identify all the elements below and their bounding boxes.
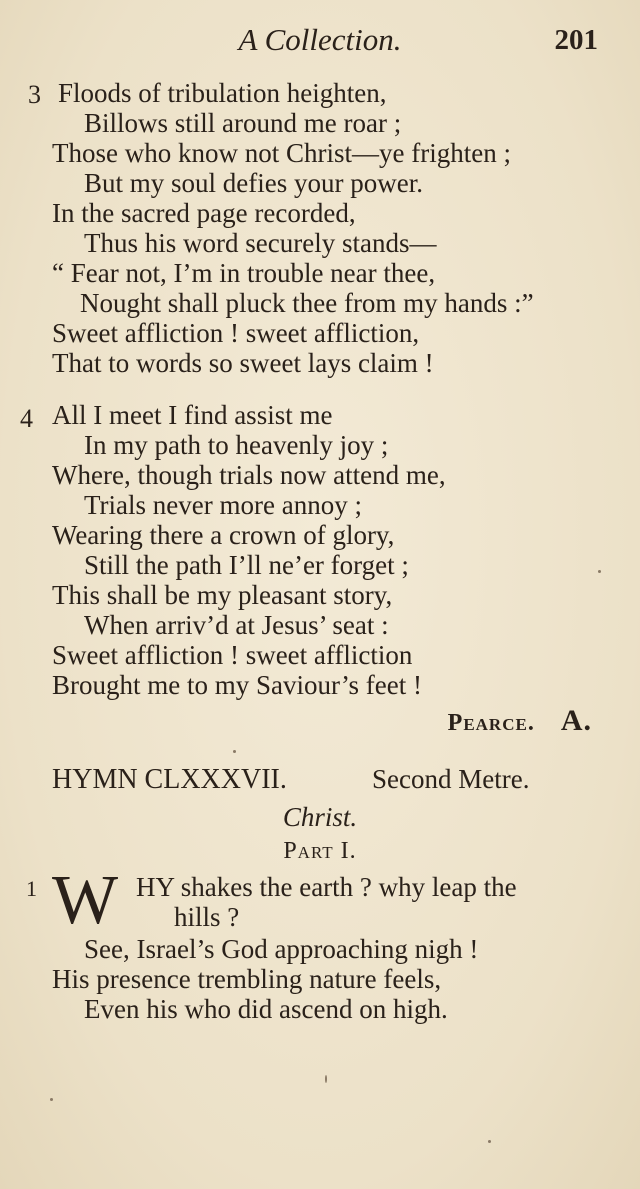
verse3-line-5: In the sacred page recorded, xyxy=(52,198,356,228)
paper-speck xyxy=(50,1098,53,1101)
verse4-line-1: All I meet I find assist me xyxy=(52,400,333,430)
verse3-line-8: Nought shall pluck thee from my hands :” xyxy=(80,288,534,318)
verse4-line-4: Trials never more annoy ; xyxy=(84,490,362,520)
hymn-verse1-line-3: See, Israel’s God approaching nigh ! xyxy=(84,934,479,964)
verse3-line-6: Thus his word securely stands— xyxy=(84,228,437,258)
hymn-metre: Second Metre. xyxy=(372,764,530,794)
hymn-verse1-line-1: HY shakes the earth ? why leap the xyxy=(136,872,517,902)
hymn-verse1-line-2: hills ? xyxy=(174,902,240,932)
hymn-subtitle: Christ. xyxy=(282,802,358,832)
verse4-line-7: This shall be my pleasant story, xyxy=(52,580,393,610)
verse4-line-5: Wearing there a crown of glory, xyxy=(52,520,395,550)
verse4-line-9: Sweet affliction ! sweet affliction xyxy=(52,640,413,670)
attribution xyxy=(448,704,592,738)
verse4-line-10: Brought me to my Saviour’s feet ! xyxy=(52,670,422,700)
verse3-line-3: Those who know not Christ—ye frighten ; xyxy=(52,138,511,168)
verse4-line-2: In my path to heavenly joy ; xyxy=(84,430,389,460)
attribution-letter: A. xyxy=(560,704,592,737)
verse3-line-10: That to words so sweet lays claim ! xyxy=(52,348,434,378)
paper-speck xyxy=(325,1075,327,1083)
paper-speck xyxy=(233,750,236,753)
verse-number-3: 3 xyxy=(28,80,41,109)
paper-speck xyxy=(488,1140,491,1143)
hymn-part: Part I. xyxy=(283,838,357,864)
hymn-verse1-line-4: His presence trembling nature feels, xyxy=(52,964,442,994)
drop-cap: W xyxy=(52,862,119,939)
hymn-verse1-line-5: Even his who did ascend on high. xyxy=(84,994,448,1024)
verse3-line-4: But my soul defies your power. xyxy=(84,168,423,198)
verse3-line-7: “ Fear not, I’m in trouble near thee, xyxy=(52,258,436,288)
verse4-line-6: Still the path I’ll ne’er forget ; xyxy=(84,550,409,580)
attribution-author: Pearce. xyxy=(447,710,535,736)
verse3-line-9: Sweet affliction ! sweet affliction, xyxy=(52,318,420,348)
hymn-heading: HYMN CLXXXVII. xyxy=(52,764,287,795)
verse3-line-1: Floods of tribulation heighten, xyxy=(58,78,387,108)
verse4-line-8: When arriv’d at Jesus’ seat : xyxy=(84,610,389,640)
running-title: A Collection. xyxy=(238,22,402,57)
verse3-line-2: Billows still around me roar ; xyxy=(84,108,402,138)
page-number: 201 xyxy=(554,24,598,56)
paper-speck xyxy=(598,570,601,573)
verse4-line-3: Where, though trials now attend me, xyxy=(52,460,446,490)
verse-number-4: 4 xyxy=(20,404,33,433)
hymn-verse-number-1: 1 xyxy=(26,876,37,901)
